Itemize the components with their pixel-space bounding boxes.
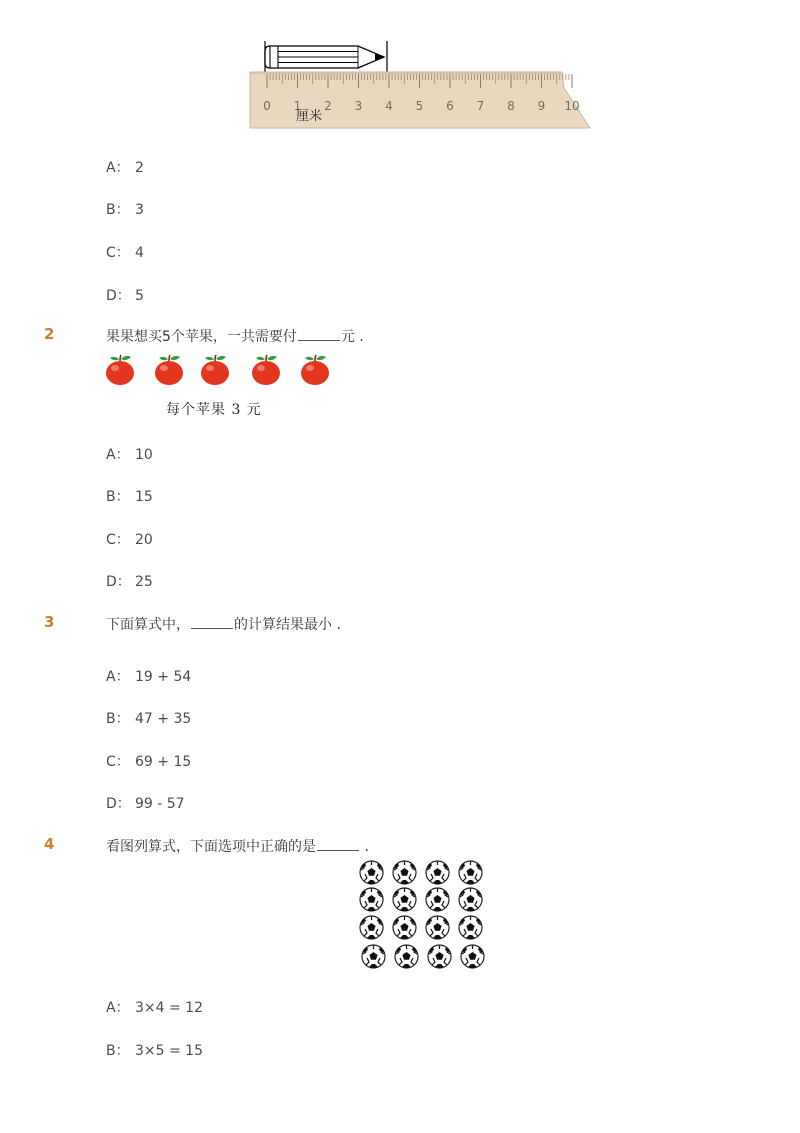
question-4-text	[106, 836, 369, 856]
option-letter: C：	[106, 245, 130, 261]
q2-option-a[interactable]	[106, 444, 153, 464]
soccer-ball-icon	[458, 887, 483, 912]
question-text-before: 看图列算式，下面选项中正确的是	[106, 839, 316, 855]
ruler-unit-label: 厘米	[296, 109, 323, 124]
option-letter: B：	[106, 202, 130, 218]
option-value: 10	[135, 447, 153, 463]
apple-price-caption: 每个苹果 3 元	[166, 402, 262, 418]
q2-option-c[interactable]	[106, 529, 153, 549]
option-value: 25	[135, 574, 153, 590]
option-letter: C：	[106, 754, 130, 770]
q1-option-a[interactable]	[106, 157, 144, 177]
question-text-before: 下面算式中，	[106, 617, 190, 633]
soccer-ball-icon	[425, 887, 450, 912]
question-number: 2	[44, 325, 55, 343]
option-value: 47 + 35	[135, 711, 192, 727]
ruler-tick-label: 3	[354, 99, 363, 113]
q3-option-d[interactable]	[106, 793, 185, 813]
soccer-ball-icon	[359, 860, 384, 885]
soccer-ball-icon	[361, 944, 386, 969]
option-value: 19 + 54	[135, 669, 192, 685]
soccer-ball-icon	[458, 860, 483, 885]
option-letter: D：	[106, 288, 131, 304]
apple-icon	[250, 352, 282, 386]
apple-icon	[153, 352, 185, 386]
answer-blank	[298, 328, 340, 341]
q3-option-c[interactable]	[106, 751, 191, 771]
option-value: 15	[135, 489, 153, 505]
apple-icon	[299, 352, 331, 386]
option-value: 20	[135, 532, 153, 548]
option-value: 99 - 57	[135, 796, 185, 812]
q2-option-d[interactable]	[106, 571, 153, 591]
option-letter: B：	[106, 711, 130, 727]
option-letter: B：	[106, 489, 130, 505]
option-letter: A：	[106, 160, 130, 176]
option-value: 4	[135, 245, 144, 261]
soccer-ball-icon	[359, 915, 384, 940]
option-value: 5	[135, 288, 144, 304]
soccer-ball-icon	[460, 944, 485, 969]
option-letter: C：	[106, 532, 130, 548]
q3-option-a[interactable]	[106, 666, 191, 686]
ruler-tick-label: 2	[324, 99, 332, 113]
ruler-tick-label: 5	[415, 99, 424, 113]
question-3-text	[106, 614, 341, 634]
soccer-ball-icon	[425, 860, 450, 885]
option-letter: A：	[106, 1000, 130, 1016]
question-text-before: 果果想买5个苹果，一共需要付	[106, 329, 297, 345]
q4-option-b[interactable]	[106, 1040, 203, 1060]
q3-option-b[interactable]	[106, 708, 191, 728]
option-letter: D：	[106, 574, 131, 590]
apple-icon	[104, 352, 136, 386]
q1-option-b[interactable]	[106, 199, 144, 219]
question-number: 4	[44, 835, 55, 853]
question-text-after: 元 .	[340, 329, 364, 345]
option-value: 3×4 = 12	[135, 1000, 203, 1016]
q1-option-d[interactable]	[106, 285, 144, 305]
q2-option-b[interactable]	[106, 486, 153, 506]
q4-option-a[interactable]	[106, 997, 203, 1017]
ruler-tick-label: 1	[293, 99, 302, 113]
option-value: 69 + 15	[135, 754, 192, 770]
soccer-ball-icon	[359, 887, 384, 912]
option-value: 3×5 = 15	[135, 1043, 203, 1059]
soccer-ball-icon	[425, 915, 450, 940]
ruler-figure	[246, 36, 598, 132]
answer-blank	[191, 616, 233, 629]
apple-icon	[199, 352, 231, 386]
question-number: 3	[44, 613, 55, 631]
ruler-tick-label: 9	[537, 99, 546, 113]
soccer-ball-icon	[392, 915, 417, 940]
soccer-ball-icon	[392, 860, 417, 885]
ruler-tick-label: 6	[446, 99, 454, 113]
option-value: 2	[135, 160, 144, 176]
option-value: 3	[135, 202, 144, 218]
question-text-after: 的计算结果最小 .	[234, 617, 341, 633]
answer-blank	[317, 838, 359, 851]
option-letter: B：	[106, 1043, 130, 1059]
option-letter: A：	[106, 447, 130, 463]
option-letter: A：	[106, 669, 130, 685]
question-text-after: .	[360, 839, 369, 855]
soccer-ball-icon	[458, 915, 483, 940]
soccer-ball-icon	[427, 944, 452, 969]
ruler-tick-label: 4	[385, 99, 393, 113]
option-letter: D：	[106, 796, 131, 812]
question-2-text	[106, 326, 364, 346]
q1-option-c[interactable]	[106, 242, 144, 262]
ruler-tick-label: 10	[564, 99, 580, 113]
ruler-tick-label: 8	[507, 99, 515, 113]
pencil-icon	[265, 41, 387, 72]
soccer-ball-icon	[394, 944, 419, 969]
ruler-tick-label: 0	[263, 99, 271, 113]
soccer-ball-icon	[392, 887, 417, 912]
ruler-tick-label: 7	[476, 99, 485, 113]
